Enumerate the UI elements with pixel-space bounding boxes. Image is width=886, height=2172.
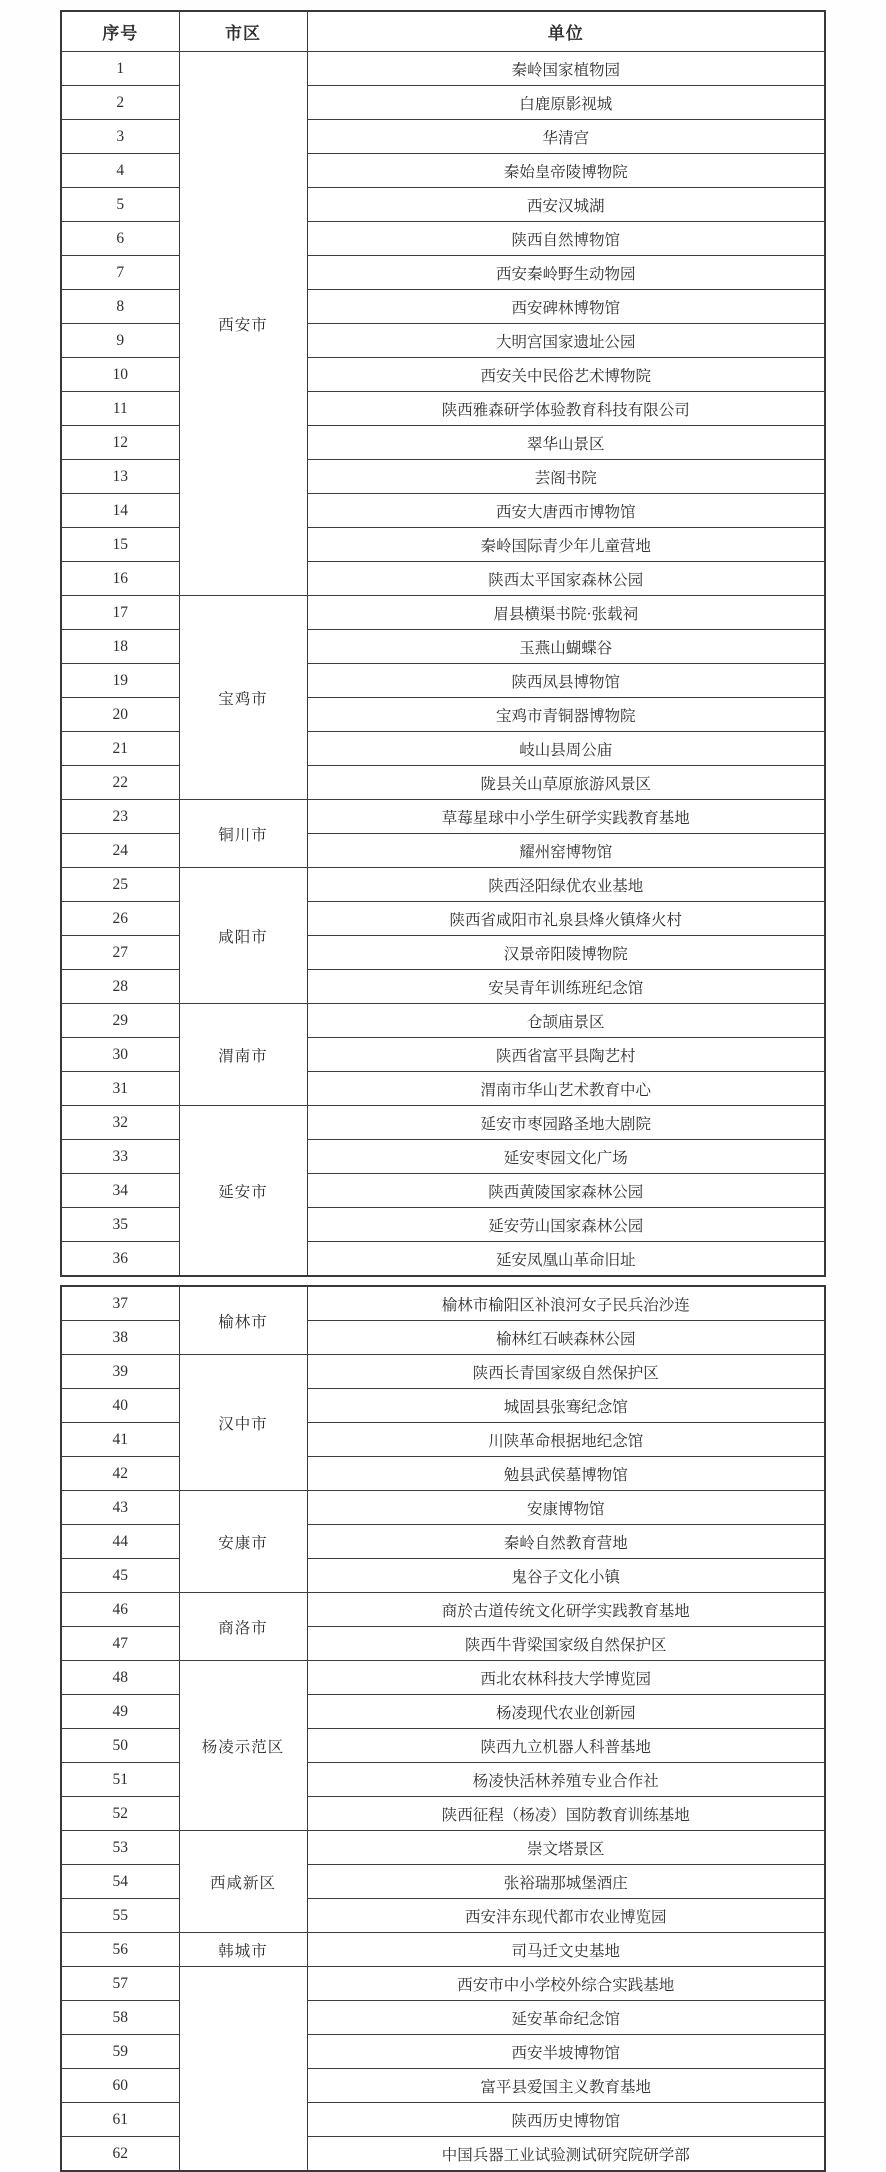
city-cell: 铜川市	[179, 800, 307, 868]
table-row	[61, 1593, 825, 1627]
row-number-cell: 14	[61, 494, 179, 528]
city-cell: 西安市	[179, 52, 307, 596]
unit-cell: 崇文塔景区	[307, 1831, 825, 1865]
row-number-cell: 45	[61, 1559, 179, 1593]
row-number-cell: 27	[61, 936, 179, 970]
unit-cell: 中国兵器工业试验测试研究院研学部	[307, 2137, 825, 2172]
row-number-cell: 36	[61, 1242, 179, 1277]
city-cell: 西咸新区	[179, 1831, 307, 1933]
unit-cell: 西安大唐西市博物馆	[307, 494, 825, 528]
row-number-cell: 57	[61, 1967, 179, 2001]
row-number-cell: 25	[61, 868, 179, 902]
row-number-cell: 3	[61, 120, 179, 154]
unit-cell: 西安汉城湖	[307, 188, 825, 222]
table-row	[61, 528, 825, 562]
unit-cell: 陇县关山草原旅游风景区	[307, 766, 825, 800]
row-number-cell: 17	[61, 596, 179, 630]
table-row	[61, 1389, 825, 1423]
row-number-cell: 11	[61, 392, 179, 426]
unit-cell: 西北农林科技大学博览园	[307, 1661, 825, 1695]
row-number-cell: 58	[61, 2001, 179, 2035]
row-number-cell: 43	[61, 1491, 179, 1525]
unit-cell: 秦始皇帝陵博物院	[307, 154, 825, 188]
unit-cell: 陕西牛背梁国家级自然保护区	[307, 1627, 825, 1661]
table-row	[61, 1242, 825, 1277]
row-number-cell: 60	[61, 2069, 179, 2103]
unit-cell: 陕西雅森研学体验教育科技有限公司	[307, 392, 825, 426]
table-row	[61, 324, 825, 358]
unit-cell: 西安沣东现代都市农业博览园	[307, 1899, 825, 1933]
table-row	[61, 1729, 825, 1763]
row-number-cell: 6	[61, 222, 179, 256]
table-row	[61, 426, 825, 460]
unit-cell: 白鹿原影视城	[307, 86, 825, 120]
unit-cell: 司马迁文史基地	[307, 1933, 825, 1967]
row-number-cell: 2	[61, 86, 179, 120]
row-number-cell: 52	[61, 1797, 179, 1831]
city-cell: 安康市	[179, 1491, 307, 1593]
row-number-cell: 13	[61, 460, 179, 494]
row-number-cell: 29	[61, 1004, 179, 1038]
table-row	[61, 1695, 825, 1729]
row-number-cell: 22	[61, 766, 179, 800]
unit-cell: 陕西自然博物馆	[307, 222, 825, 256]
unit-cell: 陕西九立机器人科普基地	[307, 1729, 825, 1763]
city-cell: 汉中市	[179, 1355, 307, 1491]
unit-cell: 延安枣园文化广场	[307, 1140, 825, 1174]
unit-cell: 鬼谷子文化小镇	[307, 1559, 825, 1593]
table-row	[61, 1106, 825, 1140]
unit-cell: 翠华山景区	[307, 426, 825, 460]
table-row	[61, 2035, 825, 2069]
row-number-cell: 18	[61, 630, 179, 664]
table-row	[61, 1423, 825, 1457]
row-number-cell: 9	[61, 324, 179, 358]
unit-cell: 秦岭国际青少年儿童营地	[307, 528, 825, 562]
city-cell: 延安市	[179, 1106, 307, 1277]
unit-cell: 榆林市榆阳区补浪河女子民兵治沙连	[307, 1286, 825, 1321]
table-row	[61, 222, 825, 256]
city-cell: 韩城市	[179, 1933, 307, 1967]
roster-table-part-2	[60, 1285, 826, 2172]
table-row	[61, 1831, 825, 1865]
row-number-cell: 15	[61, 528, 179, 562]
unit-cell: 秦岭国家植物园	[307, 52, 825, 86]
unit-cell: 西安市中小学校外综合实践基地	[307, 1967, 825, 2001]
table-row	[61, 1967, 825, 2001]
table-row	[61, 936, 825, 970]
row-number-cell: 28	[61, 970, 179, 1004]
unit-cell: 汉景帝阳陵博物院	[307, 936, 825, 970]
row-number-cell: 8	[61, 290, 179, 324]
unit-cell: 延安凤凰山革命旧址	[307, 1242, 825, 1277]
unit-cell: 延安劳山国家森林公园	[307, 1208, 825, 1242]
city-cell: 渭南市	[179, 1004, 307, 1106]
table-row	[61, 358, 825, 392]
unit-cell: 安康博物馆	[307, 1491, 825, 1525]
unit-cell: 大明宫国家遗址公园	[307, 324, 825, 358]
table-row	[61, 1865, 825, 1899]
row-number-cell: 49	[61, 1695, 179, 1729]
table-row	[61, 1038, 825, 1072]
table-row	[61, 1174, 825, 1208]
header-index: 序号	[61, 11, 179, 52]
unit-cell: 安吴青年训练班纪念馆	[307, 970, 825, 1004]
city-cell: 商洛市	[179, 1593, 307, 1661]
table-row	[61, 1627, 825, 1661]
row-number-cell: 4	[61, 154, 179, 188]
unit-cell: 陕西历史博物馆	[307, 2103, 825, 2137]
row-number-cell: 40	[61, 1389, 179, 1423]
row-number-cell: 5	[61, 188, 179, 222]
unit-cell: 延安市枣园路圣地大剧院	[307, 1106, 825, 1140]
table-row	[61, 664, 825, 698]
unit-cell: 耀州窑博物馆	[307, 834, 825, 868]
row-number-cell: 23	[61, 800, 179, 834]
table-row	[61, 256, 825, 290]
unit-cell: 华清宫	[307, 120, 825, 154]
unit-cell: 陕西省咸阳市礼泉县烽火镇烽火村	[307, 902, 825, 936]
table-row	[61, 460, 825, 494]
table-row	[61, 1797, 825, 1831]
unit-cell: 川陕革命根据地纪念馆	[307, 1423, 825, 1457]
table-row	[61, 834, 825, 868]
unit-cell: 芸阁书院	[307, 460, 825, 494]
row-number-cell: 30	[61, 1038, 179, 1072]
row-number-cell: 7	[61, 256, 179, 290]
table-row	[61, 1140, 825, 1174]
table-row	[61, 902, 825, 936]
row-number-cell: 53	[61, 1831, 179, 1865]
row-number-cell: 50	[61, 1729, 179, 1763]
unit-cell: 陕西太平国家森林公园	[307, 562, 825, 596]
row-number-cell: 55	[61, 1899, 179, 1933]
table-row	[61, 1321, 825, 1355]
unit-cell: 延安革命纪念馆	[307, 2001, 825, 2035]
table-row	[61, 1763, 825, 1797]
unit-cell: 陕西省富平县陶艺村	[307, 1038, 825, 1072]
row-number-cell: 61	[61, 2103, 179, 2137]
unit-cell: 仓颉庙景区	[307, 1004, 825, 1038]
table-row	[61, 596, 825, 630]
city-cell: 榆林市	[179, 1286, 307, 1355]
city-cell: 杨凌示范区	[179, 1661, 307, 1831]
table-row	[61, 1286, 825, 1321]
unit-cell: 西安关中民俗艺术博物院	[307, 358, 825, 392]
row-number-cell: 33	[61, 1140, 179, 1174]
city-cell	[179, 1967, 307, 2172]
roster-table-part-1	[60, 10, 826, 1277]
table-row	[61, 1208, 825, 1242]
table-row	[61, 392, 825, 426]
row-number-cell: 62	[61, 2137, 179, 2172]
unit-cell: 西安秦岭野生动物园	[307, 256, 825, 290]
row-number-cell: 47	[61, 1627, 179, 1661]
unit-cell: 宝鸡市青铜器博物院	[307, 698, 825, 732]
table-row	[61, 1491, 825, 1525]
table-row	[61, 1899, 825, 1933]
row-number-cell: 41	[61, 1423, 179, 1457]
row-number-cell: 16	[61, 562, 179, 596]
unit-cell: 张裕瑞那城堡酒庄	[307, 1865, 825, 1899]
table-row	[61, 1661, 825, 1695]
row-number-cell: 51	[61, 1763, 179, 1797]
unit-cell: 眉县横渠书院·张载祠	[307, 596, 825, 630]
row-number-cell: 24	[61, 834, 179, 868]
unit-cell: 商於古道传统文化研学实践教育基地	[307, 1593, 825, 1627]
table-row	[61, 52, 825, 86]
row-number-cell: 44	[61, 1525, 179, 1559]
table-row	[61, 494, 825, 528]
row-number-cell: 12	[61, 426, 179, 460]
row-number-cell: 37	[61, 1286, 179, 1321]
table-row	[61, 1355, 825, 1389]
table-row	[61, 562, 825, 596]
unit-cell: 渭南市华山艺术教育中心	[307, 1072, 825, 1106]
row-number-cell: 19	[61, 664, 179, 698]
city-cell: 宝鸡市	[179, 596, 307, 800]
unit-cell: 陕西征程（杨凌）国防教育训练基地	[307, 1797, 825, 1831]
unit-cell: 岐山县周公庙	[307, 732, 825, 766]
unit-cell: 陕西黄陵国家森林公园	[307, 1174, 825, 1208]
header-city: 市区	[179, 11, 307, 52]
row-number-cell: 31	[61, 1072, 179, 1106]
unit-cell: 西安半坡博物馆	[307, 2035, 825, 2069]
row-number-cell: 32	[61, 1106, 179, 1140]
table-row	[61, 2001, 825, 2035]
table-row	[61, 154, 825, 188]
unit-cell: 草莓星球中小学生研学实践教育基地	[307, 800, 825, 834]
table-row	[61, 1457, 825, 1491]
table-row	[61, 1072, 825, 1106]
header-unit: 单位	[307, 11, 825, 52]
table-row	[61, 732, 825, 766]
table-row	[61, 766, 825, 800]
table-row	[61, 1525, 825, 1559]
unit-cell: 西安碑林博物馆	[307, 290, 825, 324]
table-row	[61, 1004, 825, 1038]
table-row	[61, 86, 825, 120]
row-number-cell: 21	[61, 732, 179, 766]
table-row	[61, 188, 825, 222]
table-row	[61, 630, 825, 664]
row-number-cell: 54	[61, 1865, 179, 1899]
unit-cell: 杨凌快活林养殖专业合作社	[307, 1763, 825, 1797]
unit-cell: 杨凌现代农业创新园	[307, 1695, 825, 1729]
table-row	[61, 1933, 825, 1967]
table-row	[61, 120, 825, 154]
table-row	[61, 970, 825, 1004]
city-cell: 咸阳市	[179, 868, 307, 1004]
header-row	[61, 11, 825, 52]
table-row	[61, 868, 825, 902]
row-number-cell: 1	[61, 52, 179, 86]
unit-cell: 富平县爱国主义教育基地	[307, 2069, 825, 2103]
row-number-cell: 56	[61, 1933, 179, 1967]
row-number-cell: 35	[61, 1208, 179, 1242]
unit-cell: 陕西凤县博物馆	[307, 664, 825, 698]
unit-cell: 城固县张骞纪念馆	[307, 1389, 825, 1423]
row-number-cell: 38	[61, 1321, 179, 1355]
unit-cell: 陕西泾阳绿优农业基地	[307, 868, 825, 902]
row-number-cell: 39	[61, 1355, 179, 1389]
table-row	[61, 2137, 825, 2172]
unit-cell: 玉燕山蝴蝶谷	[307, 630, 825, 664]
unit-cell: 秦岭自然教育营地	[307, 1525, 825, 1559]
table-row	[61, 2103, 825, 2137]
table-row	[61, 2069, 825, 2103]
unit-cell: 榆林红石峡森林公园	[307, 1321, 825, 1355]
row-number-cell: 48	[61, 1661, 179, 1695]
row-number-cell: 20	[61, 698, 179, 732]
row-number-cell: 10	[61, 358, 179, 392]
table-row	[61, 800, 825, 834]
table-row	[61, 698, 825, 732]
table-row	[61, 290, 825, 324]
row-number-cell: 34	[61, 1174, 179, 1208]
row-number-cell: 46	[61, 1593, 179, 1627]
unit-cell: 勉县武侯墓博物馆	[307, 1457, 825, 1491]
unit-cell: 陕西长青国家级自然保护区	[307, 1355, 825, 1389]
row-number-cell: 26	[61, 902, 179, 936]
row-number-cell: 42	[61, 1457, 179, 1491]
row-number-cell: 59	[61, 2035, 179, 2069]
table-row	[61, 1559, 825, 1593]
